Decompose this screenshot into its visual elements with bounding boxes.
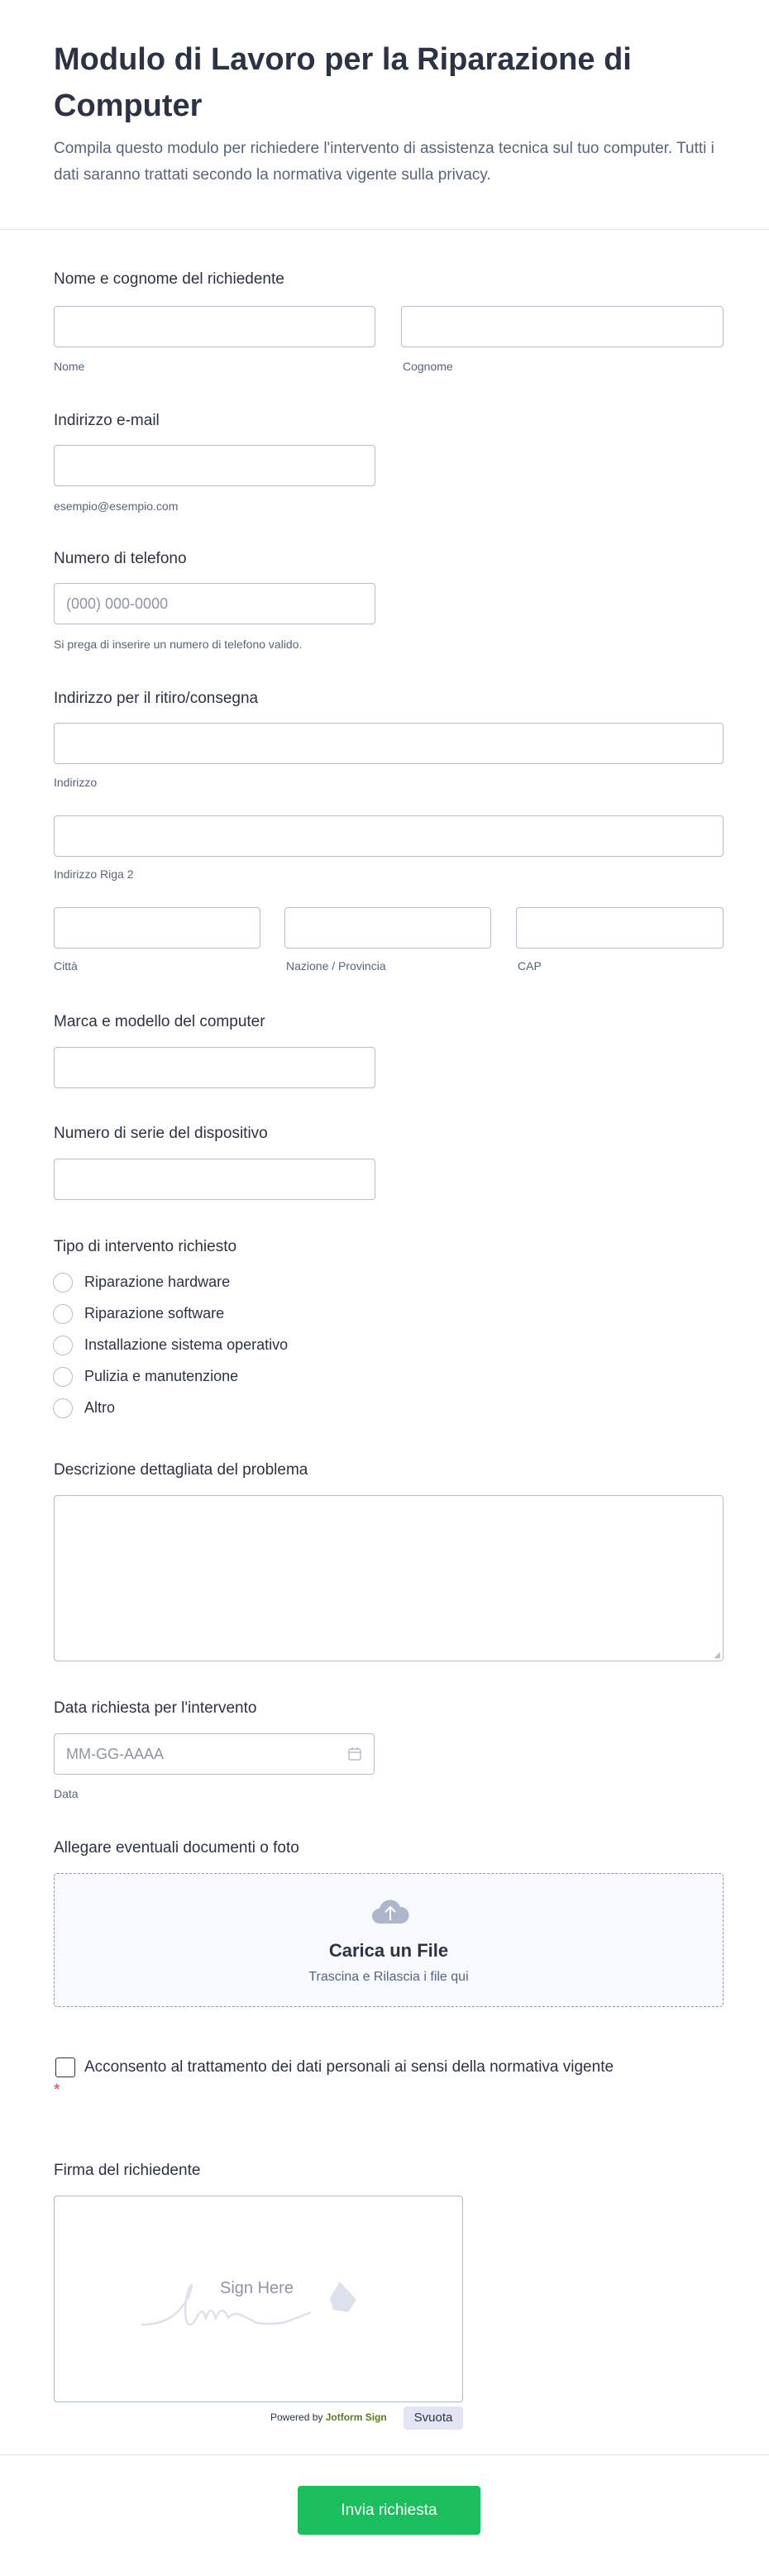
file-upload-dropzone[interactable]: [54, 1873, 724, 2007]
address-line2-input[interactable]: [54, 815, 724, 857]
page-description: Compila questo modulo per richiedere l'intervento di assistenza tecnica sul tuo computer. Tutti i dati saranno trattati secondo la normativa vigente sulla privacy.: [54, 140, 714, 184]
model-input[interactable]: [54, 1047, 375, 1088]
last-name-input[interactable]: [401, 306, 724, 347]
signature-label: Firma del richiedente: [54, 2162, 201, 2179]
serial-input[interactable]: [54, 1159, 375, 1200]
address-line1-input[interactable]: [54, 723, 724, 764]
radio-hardware[interactable]: [53, 1273, 73, 1293]
phone-label: Numero di telefono: [54, 550, 187, 567]
radio-other[interactable]: [53, 1398, 73, 1418]
address-label: Indirizzo per il ritiro/consegna: [54, 690, 259, 707]
jotform-sign-link[interactable]: Jotform Sign: [325, 2411, 387, 2423]
radio-label: Altro: [84, 1399, 116, 1416]
city-sublabel: Città: [54, 959, 78, 973]
phone-sublabel: Si prega di inserire un numero di telefono valido.: [54, 638, 303, 651]
radio-label: Riparazione software: [84, 1305, 225, 1321]
zip-sublabel: CAP: [518, 959, 542, 973]
calendar-icon[interactable]: [347, 1747, 362, 1761]
problem-textarea[interactable]: [54, 1495, 724, 1661]
radio-label: Pulizia e manutenzione: [84, 1368, 239, 1384]
date-placeholder: MM-GG-AAAA: [66, 1746, 165, 1762]
upload-hint: Trascina e Rilascia i file qui: [308, 1970, 469, 1984]
page-title: Modulo di Lavoro per la Riparazione di Computer: [54, 42, 632, 123]
model-label: Marca e modello del computer: [54, 1013, 265, 1030]
first-name-input[interactable]: [54, 306, 375, 347]
signature-pad[interactable]: [54, 2196, 463, 2402]
radio-label: Installazione sistema operativo: [84, 1336, 289, 1353]
radio-os-install[interactable]: [53, 1336, 73, 1355]
powered-by: [270, 2411, 387, 2423]
consent-label: [54, 2056, 616, 2102]
submit-button[interactable]: Invia richiesta: [298, 2486, 480, 2535]
required-asterisk: *: [54, 2081, 60, 2099]
divider: [0, 2454, 769, 2455]
address-line1-sublabel: Indirizzo: [54, 776, 98, 789]
signature-scribble-icon: [141, 2275, 385, 2341]
sign-here-placeholder: Sign Here: [220, 2279, 294, 2297]
address-line2-sublabel: Indirizzo Riga 2: [54, 867, 134, 881]
email-sublabel: esempio@esempio.com: [54, 499, 179, 513]
resize-handle-icon[interactable]: ◢: [714, 1651, 720, 1660]
service-label: Tipo di intervento richiesto: [54, 1238, 237, 1255]
consent-text: Acconsento al trattamento dei dati personali ai sensi della normativa vigente: [84, 2058, 614, 2076]
date-sublabel: Data: [54, 1787, 79, 1800]
last-name-sublabel: Cognome: [403, 360, 453, 373]
radio-software[interactable]: [53, 1304, 73, 1324]
state-input[interactable]: [284, 907, 491, 949]
email-label: Indirizzo e-mail: [54, 412, 160, 429]
radio-label: Riparazione hardware: [84, 1274, 231, 1290]
phone-input[interactable]: (000) 000-0000: [54, 583, 375, 624]
problem-label: Descrizione dettagliata del problema: [54, 1461, 308, 1479]
clear-signature-button[interactable]: Svuota: [404, 2406, 463, 2430]
cloud-upload-icon: [371, 1897, 409, 1925]
upload-title: Carica un File: [328, 1940, 449, 1961]
powered-by-text: Powered by: [270, 2411, 323, 2423]
zip-input[interactable]: [516, 907, 724, 949]
date-label: Data richiesta per l'intervento: [54, 1699, 257, 1717]
serial-label: Numero di serie del dispositivo: [54, 1125, 268, 1142]
date-input[interactable]: [54, 1733, 375, 1775]
city-input[interactable]: [54, 907, 260, 949]
radio-cleaning[interactable]: [53, 1367, 73, 1387]
divider: [0, 229, 769, 230]
state-sublabel: Nazione / Provincia: [286, 959, 386, 973]
first-name-sublabel: Nome: [54, 360, 85, 373]
name-label: Nome e cognome del richiedente: [54, 270, 284, 288]
email-input[interactable]: [54, 445, 375, 486]
upload-label: Allegare eventuali documenti o foto: [54, 1839, 299, 1857]
